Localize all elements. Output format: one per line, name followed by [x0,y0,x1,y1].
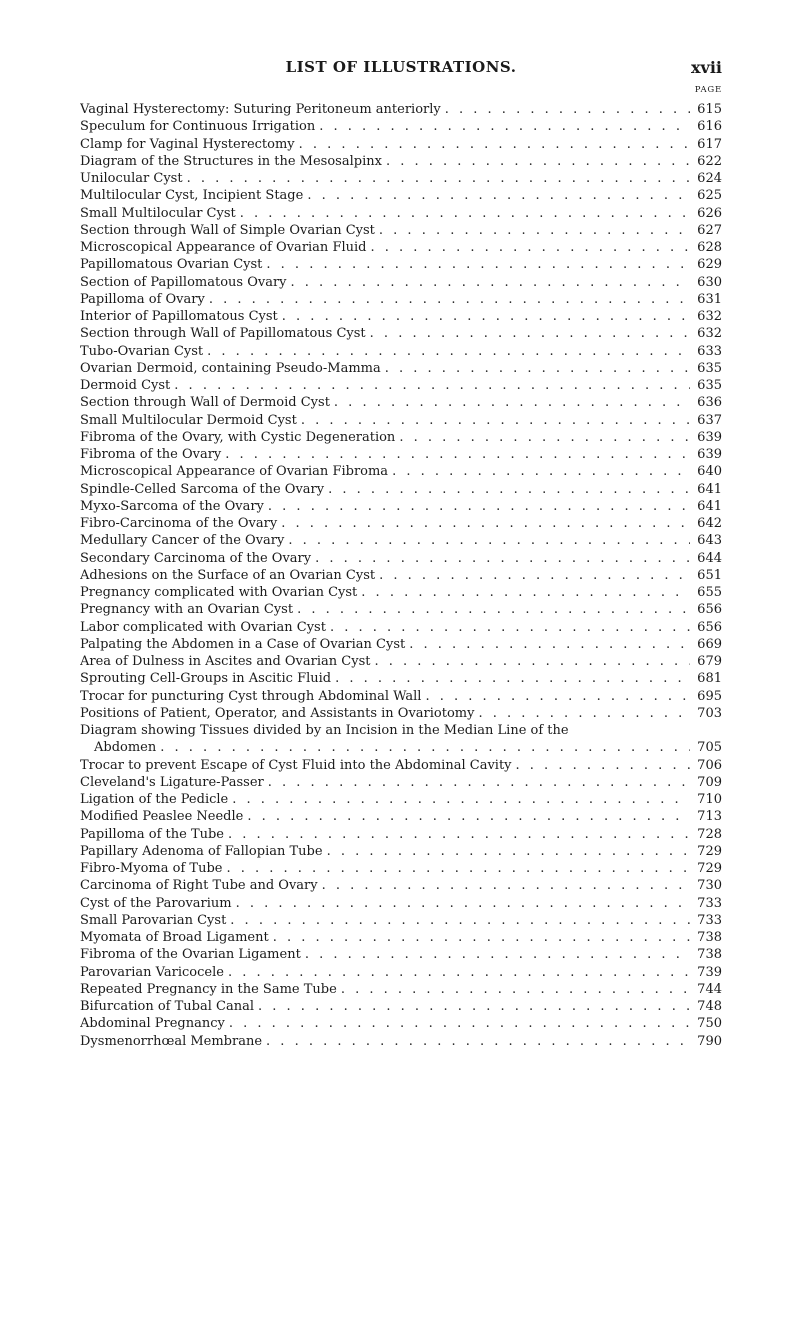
entry-page-number: 632 [697,326,722,342]
entry-title: Secondary Carcinoma of the Ovary [80,550,312,566]
entry-page-number: 738 [697,947,722,963]
entry-title: Small Multilocular Cyst [80,205,236,221]
dot-leader [291,274,690,291]
dot-leader [315,550,690,567]
list-item [80,463,722,480]
dot-leader [225,446,690,463]
dot-leader [240,205,690,222]
entry-title: Section of Papillomatous Ovary [80,274,287,290]
entry-page-number: 639 [697,429,722,445]
entry-title: Cleveland's Ligature-Passer [80,774,264,790]
entry-page-number: 656 [697,602,722,618]
dot-leader [273,929,690,946]
list-item [80,394,722,411]
dot-leader [288,532,690,549]
list-item [80,118,722,135]
entry-title: Spindle-Celled Sarcoma of the Ovary [80,481,325,497]
dot-leader [236,895,690,912]
entry-page-number: 729 [697,861,722,876]
list-item [80,274,722,291]
dot-leader [228,826,690,843]
dot-leader [247,808,690,825]
list-item [80,929,722,946]
list-item [80,688,722,705]
dot-leader [209,291,690,308]
list-item [80,739,722,756]
dot-leader [328,481,690,498]
dot-leader [258,998,690,1015]
list-item [80,515,722,532]
list-item [80,860,722,877]
list-item [80,325,722,342]
list-item [80,498,722,515]
entry-title: Small Parovarian Cyst [80,912,227,928]
entry-page-number: 641 [697,498,722,514]
dot-leader [230,912,690,929]
list-item [80,136,722,153]
header-page-number: xvii [691,58,722,77]
list-item [80,895,722,912]
entry-page-number: 627 [697,222,722,238]
entry-page-number: 629 [697,257,722,273]
list-item [80,239,722,256]
list-item [80,998,722,1015]
list-item [80,550,722,567]
entry-page-number: 748 [697,999,722,1014]
entry-page-number: 639 [697,447,722,462]
entry-page-number: 617 [697,136,722,152]
entry-page-number: 738 [697,930,722,945]
list-item [80,584,722,601]
list-item [80,981,722,998]
entry-page-number: 628 [697,240,722,255]
entry-page-number: 733 [697,912,722,928]
entry-title: Positions of Patient, Operator, and Assistants in Ovariotomy [80,705,475,721]
dot-leader [478,705,690,722]
dot-leader [385,360,690,377]
entry-title: Labor complicated with Ovarian Cyst [80,619,326,635]
entry-title: Ligation of the Pedicle [80,792,229,807]
entry-page-number: 622 [697,153,722,169]
dot-leader [174,377,690,394]
list-item [80,791,722,808]
list-item [80,653,722,670]
list-item [80,153,722,170]
entry-title: Papillomatous Ovarian Cyst [80,257,263,273]
entry-title: Bifurcation of Tubal Canal [80,999,255,1014]
entry-page-number: 636 [697,395,722,411]
dot-leader [379,567,690,584]
dot-leader [370,239,690,256]
list-item [80,601,722,618]
entry-page-number: 655 [697,585,722,600]
entry-title: Multilocular Cyst, Incipient Stage [80,188,304,204]
dot-leader [299,136,690,153]
entry-page-number: 679 [697,654,722,669]
entry-page-number: 644 [697,550,722,566]
dot-leader [327,843,690,860]
entry-page-number: 635 [697,378,722,393]
dot-leader [266,1033,690,1050]
dot-leader [335,670,690,687]
list-item [80,877,722,894]
entry-title: Vaginal Hysterectomy: Suturing Peritoneum anteriorly [80,102,441,117]
dot-leader [322,877,690,894]
list-item [80,222,722,239]
dot-leader [307,187,690,204]
dot-leader [330,619,690,636]
entry-page-number: 733 [697,895,722,911]
entry-page-number: 669 [697,636,722,652]
list-item [80,256,722,273]
list-item [80,343,722,360]
entry-page-number: 709 [697,774,722,790]
entry-page-number: 616 [697,119,722,135]
dot-leader [305,946,690,963]
dot-leader [232,791,690,808]
header-title: LIST OF ILLUSTRATIONS. [285,58,517,76]
list-item [80,532,722,549]
entry-page-number: 695 [697,688,722,704]
list-item [80,412,722,429]
dot-leader [207,343,690,360]
entry-title: Microscopical Appearance of Ovarian Fluid [80,240,367,255]
dot-leader [301,412,690,429]
entry-page-number: 710 [697,792,722,807]
list-item [80,619,722,636]
list-item [80,446,722,463]
list-item [80,946,722,963]
entry-page-number: 730 [697,878,722,894]
entry-title: Diagram showing Tissues divided by an Incision in the Median Line of the [80,723,569,738]
entry-page-number: 631 [697,291,722,307]
entry-title: Tubo-Ovarian Cyst [80,343,204,359]
entry-title: Carcinoma of Right Tube and Ovary [80,878,318,894]
list-item [80,567,722,584]
entry-title: Trocar to prevent Escape of Cyst Fluid into the Abdominal Cavity [80,757,512,773]
entry-title: Microscopical Appearance of Ovarian Fibroma [80,464,389,480]
entry-page-number: 625 [697,188,722,204]
dot-leader [297,601,690,618]
entry-page-number: 681 [697,671,722,687]
dot-leader [392,463,690,480]
list-item [80,170,722,187]
dot-leader [228,964,690,981]
entry-title: Dysmenorrhœal Membrane [80,1033,263,1049]
entry-title: Unilocular Cyst [80,171,183,186]
illustration-list [80,101,722,1050]
entry-title: Section through Wall of Papillomatous Cyst [80,326,366,342]
dot-leader [374,653,690,670]
dot-leader [226,860,690,877]
entry-page-number: 729 [697,843,722,859]
dot-leader [229,1015,690,1032]
dot-leader [160,739,690,756]
list-item [80,826,722,843]
entry-page-number: 739 [697,964,722,980]
entry-title: Trocar for puncturing Cyst through Abdominal Wall [80,688,422,704]
list-item [80,636,722,653]
dot-leader [334,394,690,411]
entry-title: Diagram of the Structures in the Mesosalpinx [80,153,382,169]
entry-title: Myomata of Broad Ligament [80,930,269,945]
dot-leader [516,757,690,774]
entry-title: Area of Dulness in Ascites and Ovarian Cyst [80,654,371,669]
entry-page-number: 790 [697,1033,722,1049]
entry-page-number: 637 [697,412,722,428]
list-item [80,808,722,825]
list-item [80,205,722,222]
list-item [80,774,722,791]
list-item [80,360,722,377]
entry-title: Papilloma of the Tube [80,826,224,842]
entry-title: Pregnancy with an Ovarian Cyst [80,602,294,618]
list-item [80,722,722,739]
dot-leader [282,308,690,325]
entry-title: Fibro-Myoma of Tube [80,861,223,876]
list-item [80,757,722,774]
list-item [80,429,722,446]
list-item [80,912,722,929]
list-item [80,670,722,687]
entry-title: Adhesions on the Surface of an Ovarian Cyst [80,567,376,583]
dot-leader [266,256,690,273]
dot-leader [399,429,690,446]
entry-title: Dermoid Cyst [80,378,171,393]
page-column-label: PAGE [694,85,722,95]
entry-title: Medullary Cancer of the Ovary [80,533,285,549]
entry-page-number: 728 [697,826,722,842]
entry-page-number: 624 [697,171,722,186]
list-item [80,308,722,325]
entry-title: Papilloma of Ovary [80,291,205,307]
entry-page-number: 626 [697,205,722,221]
entry-page-number: 640 [697,464,722,480]
entry-title: Abdomen [94,740,157,756]
dot-leader [268,774,690,791]
list-item [80,705,722,722]
dot-leader [370,325,690,342]
entry-title: Small Multilocular Dermoid Cyst [80,412,297,428]
list-item [80,187,722,204]
entry-title: Myxo-Sarcoma of the Ovary [80,498,264,514]
entry-page-number: 632 [697,309,722,324]
entry-title: Fibroma of the Ovarian Ligament [80,947,301,963]
dot-leader [379,222,690,239]
list-item [80,481,722,498]
entry-page-number: 641 [697,481,722,497]
dot-leader [409,636,690,653]
entry-page-number: 635 [697,360,722,376]
entry-title: Speculum for Continuous Irrigation [80,119,316,135]
entry-page-number: 750 [697,1016,722,1032]
list-item [80,101,722,118]
dot-leader [386,153,690,170]
entry-page-number: 705 [697,740,722,756]
entry-title: Abdominal Pregnancy [80,1016,225,1032]
dot-leader [281,515,690,532]
entry-page-number: 744 [697,981,722,997]
entry-page-number: 615 [697,102,722,117]
entry-title: Section through Wall of Dermoid Cyst [80,395,330,411]
entry-page-number: 630 [697,274,722,290]
dot-leader [268,498,690,515]
entry-title: Clamp for Vaginal Hysterectomy [80,136,295,152]
entry-title: Pregnancy complicated with Ovarian Cyst [80,585,358,600]
dot-leader [341,981,690,998]
entry-title: Fibroma of the Ovary [80,447,222,462]
entry-title: Papillary Adenoma of Fallopian Tube [80,843,323,859]
entry-title: Ovarian Dermoid, containing Pseudo-Mamma [80,360,381,376]
entry-title: Modified Peaslee Needle [80,809,244,825]
entry-title: Sprouting Cell-Groups in Ascitic Fluid [80,671,332,687]
entry-title: Repeated Pregnancy in the Same Tube [80,981,337,997]
entry-title: Interior of Papillomatous Cyst [80,309,278,324]
dot-leader [319,118,690,135]
list-item [80,377,722,394]
dot-leader [187,170,690,187]
entry-page-number: 713 [697,809,722,825]
entry-title: Cyst of the Parovarium [80,895,232,911]
entry-page-number: 703 [697,705,722,721]
running-header [80,58,722,80]
entry-page-number: 643 [697,533,722,549]
entry-title: Fibro-Carcinoma of the Ovary [80,516,278,531]
list-item [80,964,722,981]
entry-title: Palpating the Abdomen in a Case of Ovarian Cyst [80,636,406,652]
entry-page-number: 656 [697,619,722,635]
entry-page-number: 706 [697,757,722,773]
entry-page-number: 651 [697,567,722,583]
entry-page-number: 642 [697,516,722,531]
entry-title: Parovarian Varicocele [80,964,224,980]
entry-page-number: 633 [697,343,722,359]
dot-leader [361,584,690,601]
entry-title: Fibroma of the Ovary, with Cystic Degeneration [80,429,396,445]
dot-leader [445,101,690,118]
list-item [80,291,722,308]
entry-title: Section through Wall of Simple Ovarian Cyst [80,222,375,238]
list-item [80,1033,722,1050]
dot-leader [425,688,690,705]
list-item [80,843,722,860]
list-item [80,1015,722,1032]
